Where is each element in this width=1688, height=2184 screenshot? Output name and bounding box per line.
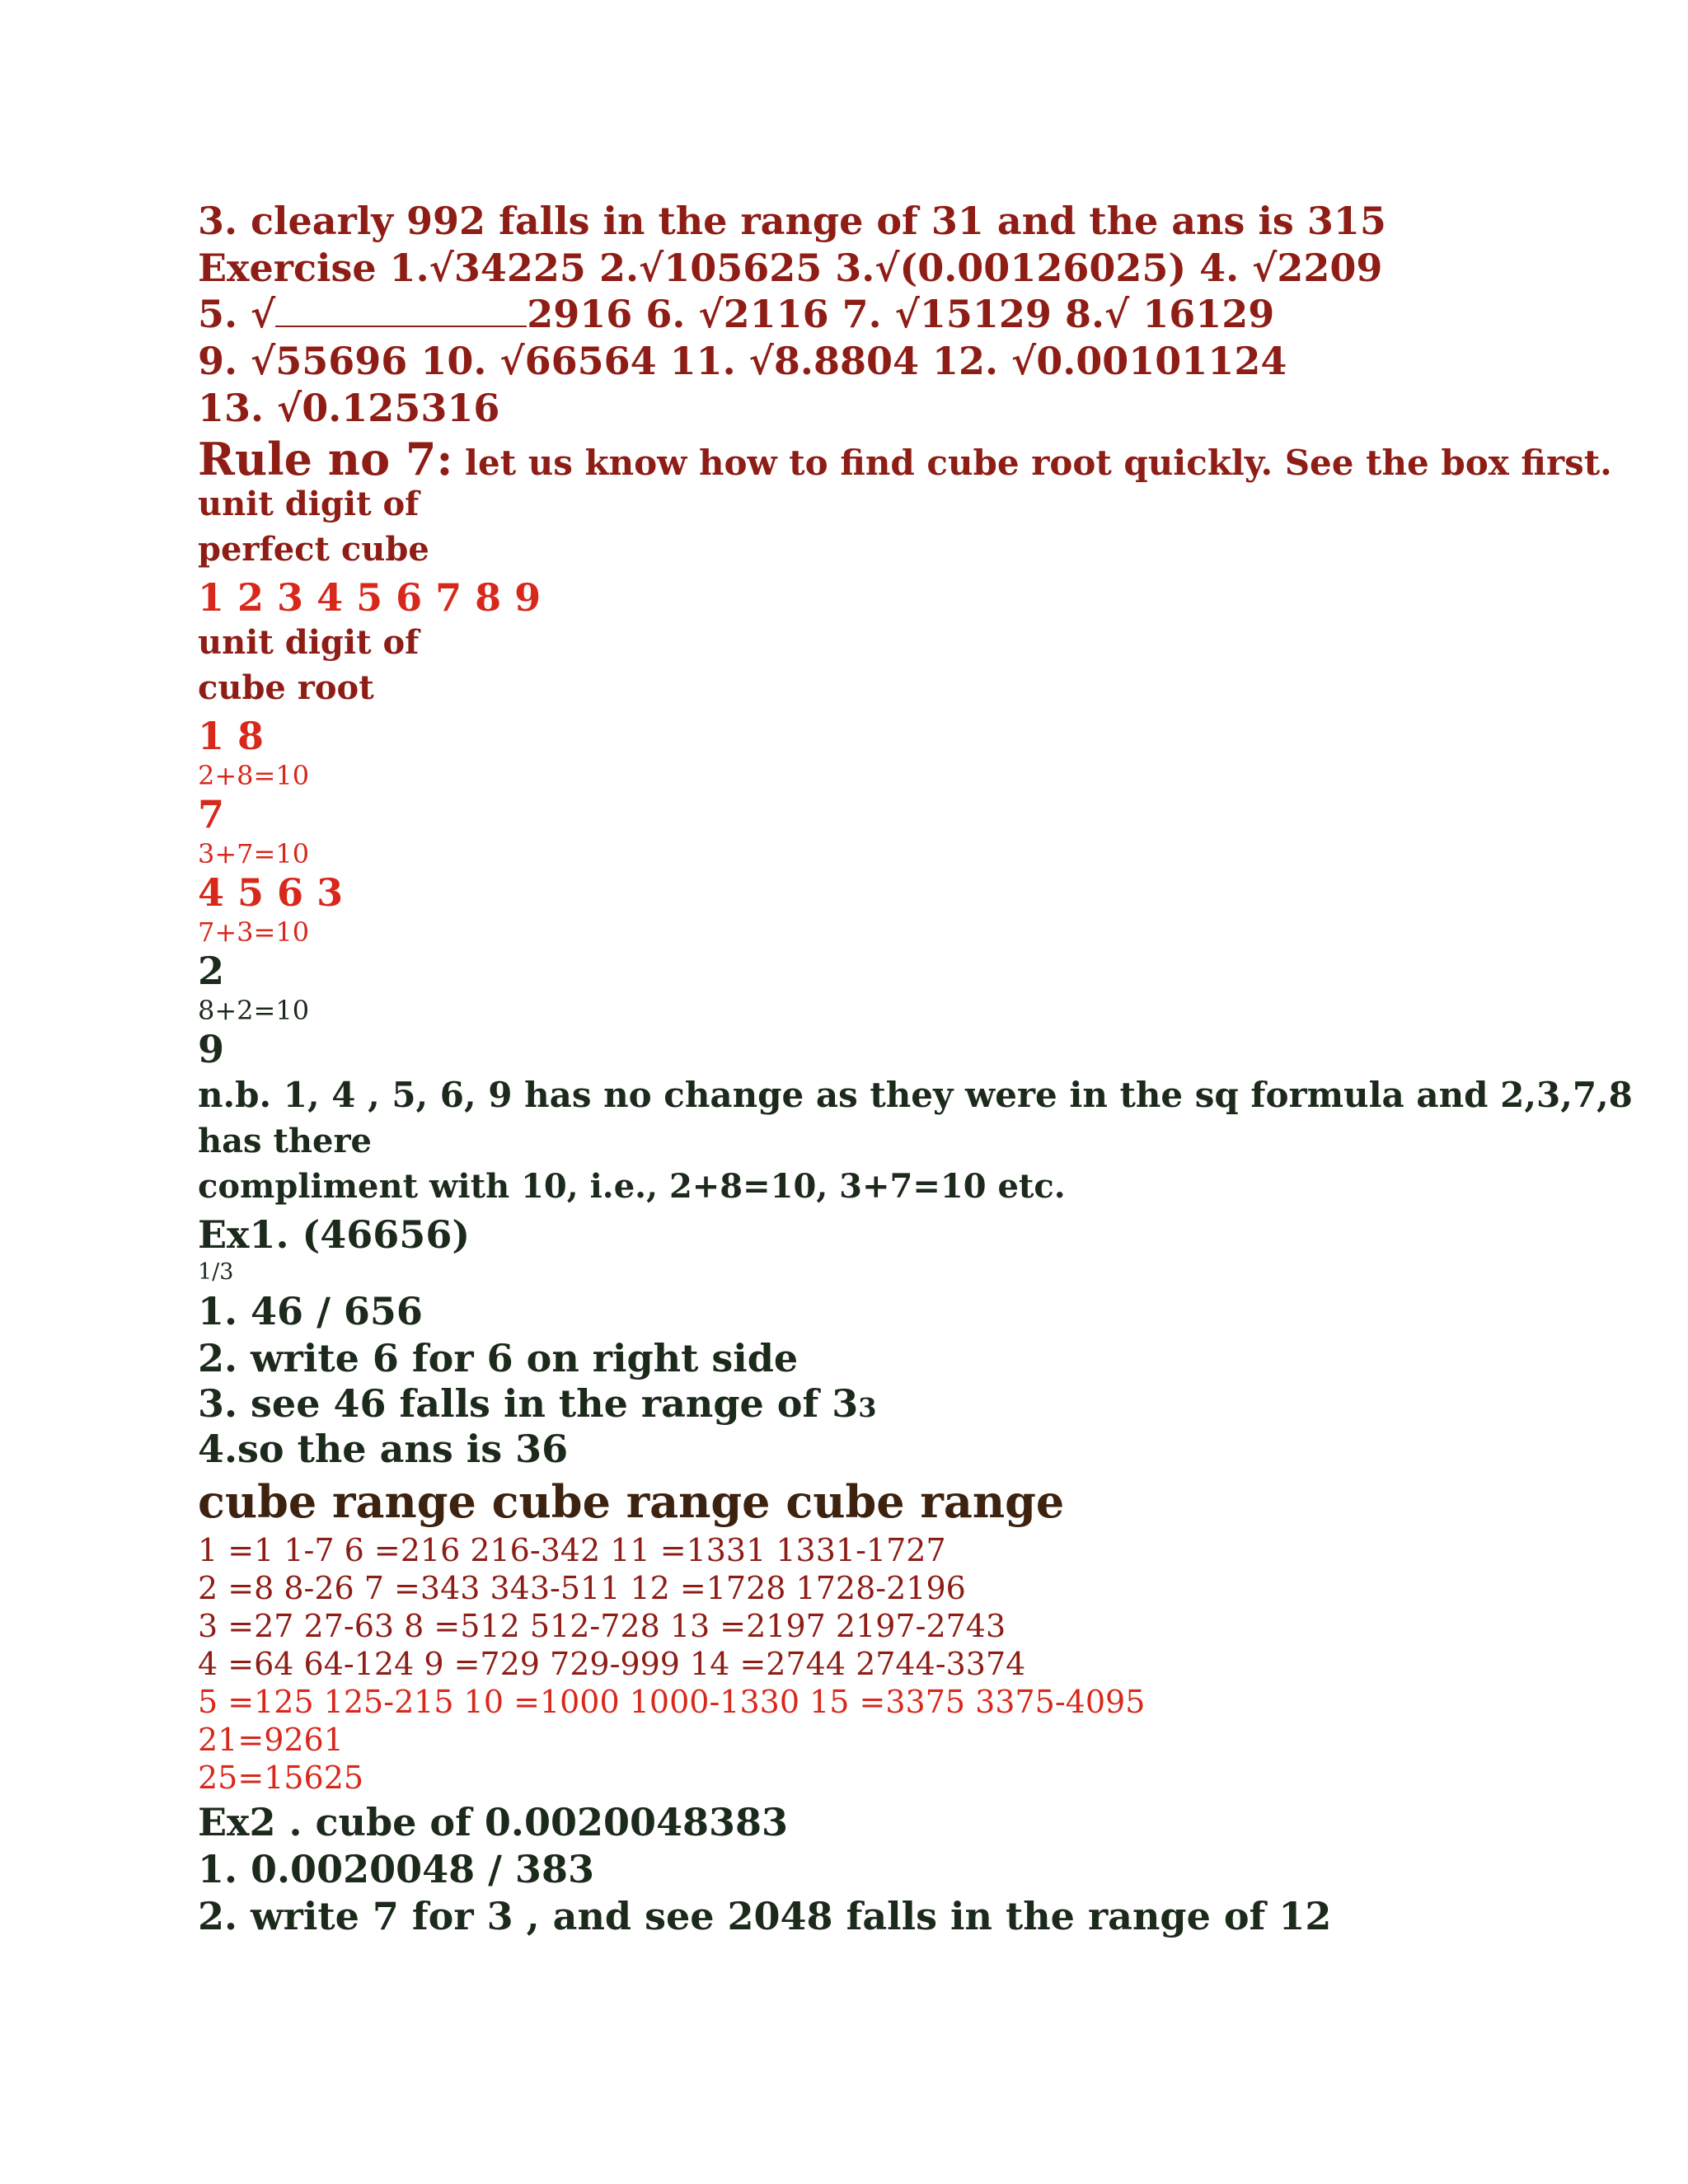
text-line: 7 [198, 792, 225, 837]
table-row: 5 =125 125-215 10 =1000 1000-1330 15 =3375 3375-4095 [198, 1684, 1146, 1720]
text-line: 1 8 [198, 714, 265, 758]
rule-heading [198, 433, 1612, 485]
text-line: perfect cube [198, 530, 429, 569]
text-fragment: 2916 6. √2116 7. √15129 8.√ 16129 [527, 292, 1275, 336]
text-line: 8+2=10 [198, 995, 310, 1026]
text-line: 2+8=10 [198, 760, 310, 791]
text-line [198, 292, 1275, 336]
text-line: cube root [198, 668, 374, 707]
text-line: 9. √55696 10. √66564 11. √8.8804 12. √0.00101124 [198, 339, 1287, 383]
text-fragment: 3. see 46 falls in the range of 3 [198, 1381, 859, 1426]
text-line: 1 2 3 4 5 6 7 8 9 [198, 575, 542, 620]
table-heading: cube range cube range cube range [198, 1475, 1065, 1528]
text-line: unit digit of [198, 485, 420, 523]
blank-underline [275, 301, 527, 327]
text-line: 1. 0.0020048 / 383 [198, 1847, 594, 1891]
table-row: 4 =64 64-124 9 =729 729-999 14 =2744 2744-3374 [198, 1646, 1026, 1682]
text-fragment: 5. √ [198, 292, 276, 336]
text-line: 3. clearly 992 falls in the range of 31 and the ans is 315 [198, 199, 1386, 243]
text-line: Exercise 1.√34225 2.√105625 3.√(0.00126025) 4. √2209 [198, 246, 1383, 290]
table-row: 3 =27 27-63 8 =512 512-728 13 =2197 2197-2743 [198, 1608, 1006, 1644]
table-row: 1 =1 1-7 6 =216 216-342 11 =1331 1331-1727 [198, 1532, 946, 1568]
text-line: 4 5 6 3 [198, 870, 344, 915]
text-fragment: 3 [858, 1392, 877, 1423]
text-line: has there [198, 1122, 372, 1160]
text-line: 9 [198, 1027, 225, 1071]
text-line: Ex2 . cube of 0.0020048383 [198, 1800, 789, 1844]
text-line: 3+7=10 [198, 838, 310, 869]
text-line: compliment with 10, i.e., 2+8=10, 3+7=10 etc. [198, 1167, 1066, 1206]
text-line: unit digit of [198, 623, 420, 662]
text-line: 7+3=10 [198, 916, 310, 948]
text-line: Ex1. (46656) [198, 1212, 471, 1257]
text-line: 2. write 7 for 3 , and see 2048 falls in the range of 12 [198, 1894, 1332, 1938]
table-row: 2 =8 8-26 7 =343 343-511 12 =1728 1728-2196 [198, 1570, 966, 1606]
text-line: 1. 46 / 656 [198, 1289, 423, 1333]
text-line [198, 1381, 877, 1426]
rule-label: Rule no 7: [198, 433, 453, 485]
rule-text: let us know how to find cube root quickly. See the box first. [452, 443, 1612, 483]
text-line: 4.so the ans is 36 [198, 1427, 569, 1471]
text-line: 13. √0.125316 [198, 386, 500, 430]
text-line: 2. write 6 for 6 on right side [198, 1336, 799, 1380]
text-line: 1/3 [198, 1259, 234, 1285]
table-row: 21=9261 [198, 1722, 344, 1758]
table-row: 25=15625 [198, 1760, 364, 1796]
text-line: n.b. 1, 4 , 5, 6, 9 has no change as they were in the sq formula and 2,3,7,8 [198, 1075, 1633, 1115]
text-line: 2 [198, 949, 225, 993]
